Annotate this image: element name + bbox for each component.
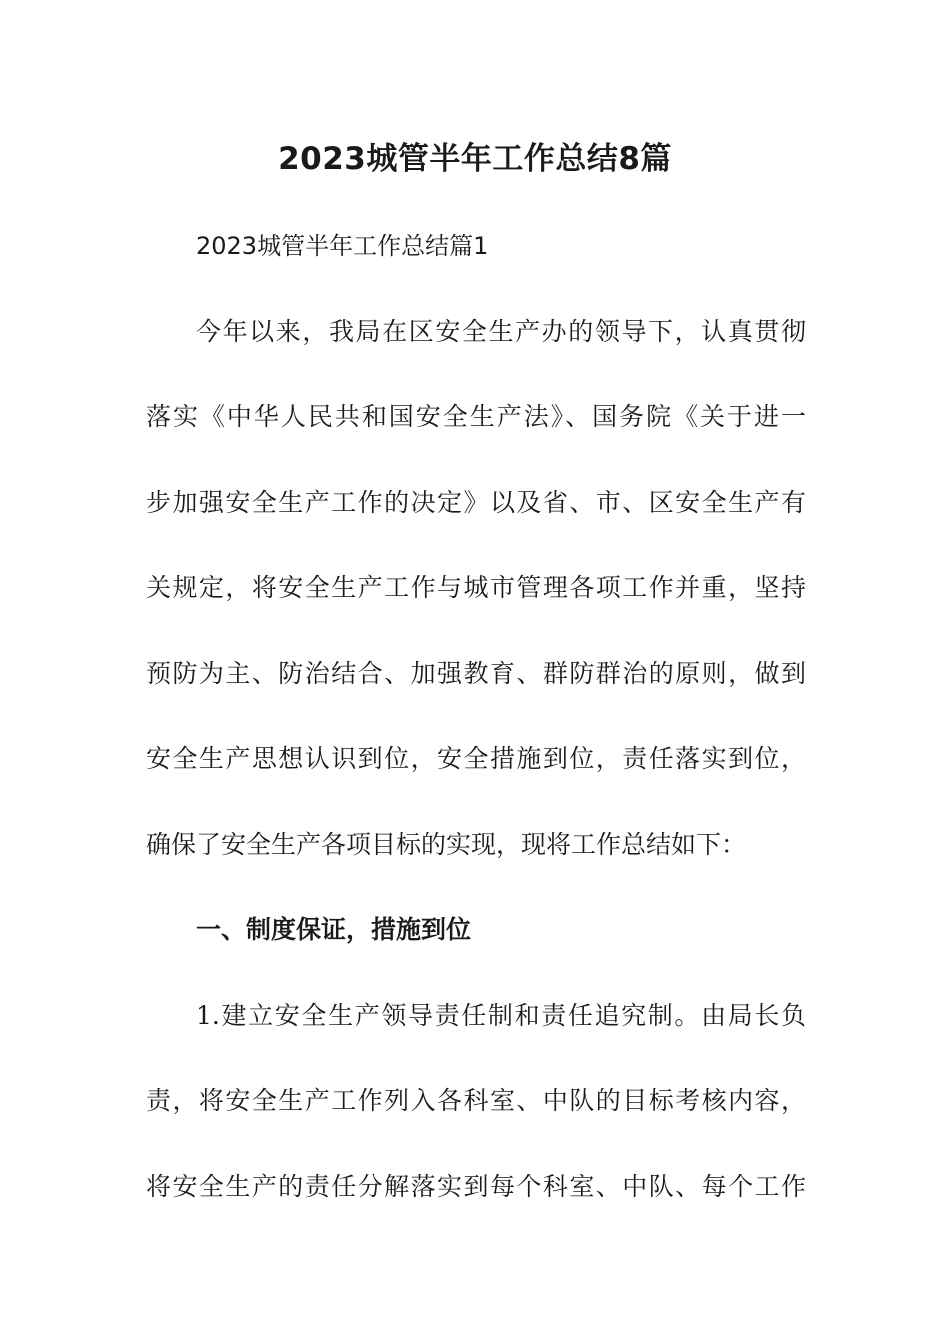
document-title: 2023城管半年工作总结8篇	[278, 141, 672, 177]
paragraph-line: 安全生产思想认识到位，安全措施到位，责任落实到位，	[146, 744, 806, 773]
paragraph-line: 责，将安全生产工作列入各科室、中队的目标考核内容，	[146, 1086, 806, 1115]
paragraph-line: 步加强安全生产工作的决定》以及省、市、区安全生产有	[146, 488, 806, 517]
paragraph-line: 落实《中华人民共和国安全生产法》、国务院《关于进一	[146, 402, 806, 431]
paragraph-line: 1.建立安全生产领导责任制和责任追究制。由局长负	[196, 1001, 806, 1030]
section-title: 2023城管半年工作总结篇1	[196, 232, 489, 260]
paragraph-line: 今年以来，我局在区安全生产办的领导下，认真贯彻	[196, 317, 806, 346]
paragraph-line: 预防为主、防治结合、加强教育、群防群治的原则，做到	[146, 659, 806, 688]
paragraph-line: 将安全生产的责任分解落实到每个科室、中队、每个工作	[146, 1172, 806, 1201]
section-heading: 一、制度保证，措施到位	[196, 915, 472, 944]
paragraph-line: 关规定，将安全生产工作与城市管理各项工作并重，坚持	[146, 573, 806, 602]
paragraph-line: 确保了安全生产各项目标的实现，现将工作总结如下：	[146, 830, 747, 859]
